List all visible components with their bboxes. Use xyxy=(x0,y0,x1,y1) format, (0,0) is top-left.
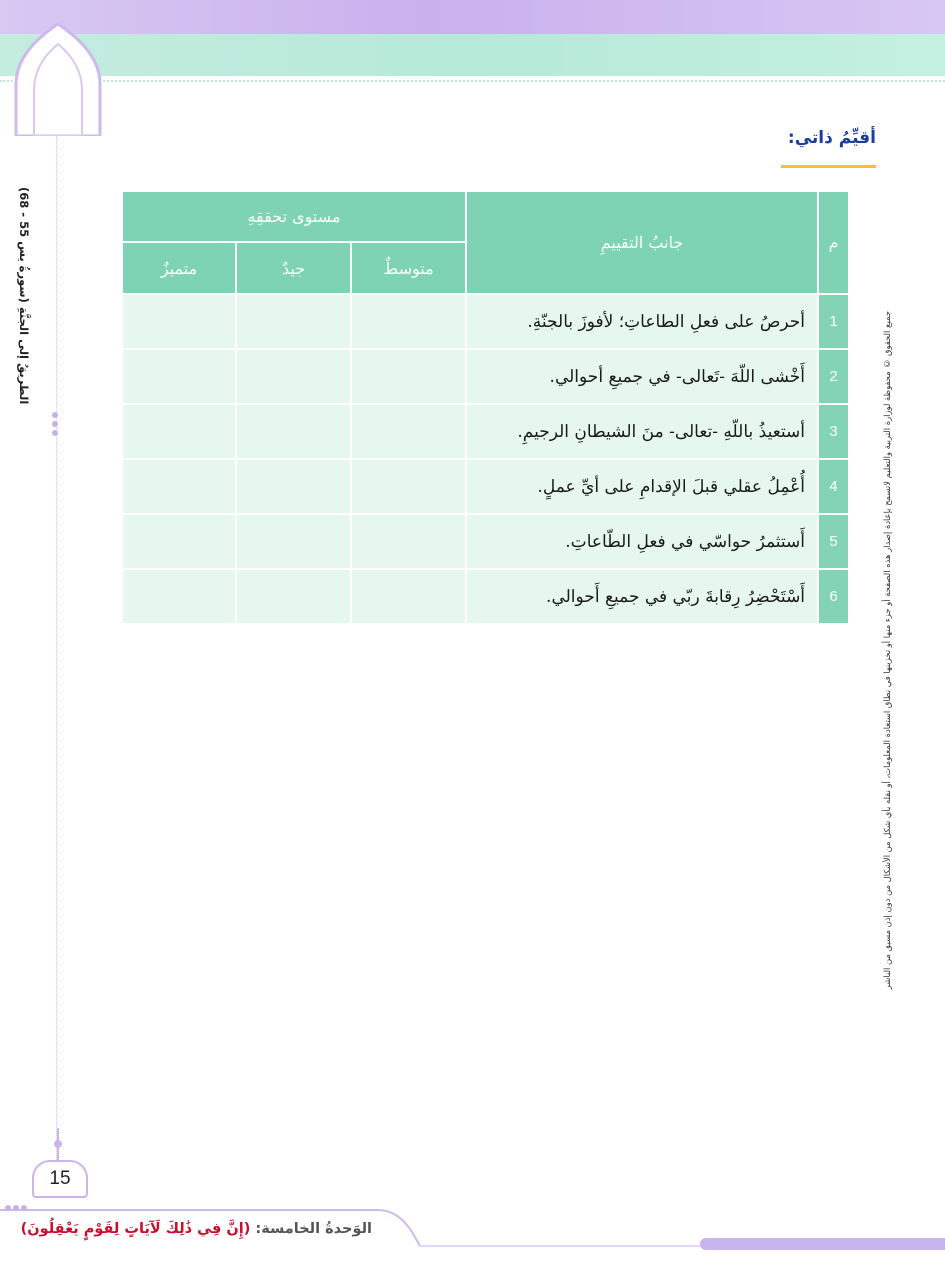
arch-ornament-icon xyxy=(8,14,108,136)
row-text: أَسْتَحْضِرُ رِقابةَ ربّي في جميعِ أَحوالي. xyxy=(466,569,818,624)
col-header-level: مستوى تحققِهِ xyxy=(122,191,466,242)
table-row xyxy=(122,349,849,404)
rating-cell-good[interactable] xyxy=(236,349,351,404)
row-number: 5 xyxy=(818,514,849,569)
rating-cell-average[interactable] xyxy=(351,294,466,349)
top-mint-band xyxy=(0,34,945,76)
level-excellent: متميزٌ xyxy=(122,242,236,294)
rating-cell-good[interactable] xyxy=(236,294,351,349)
top-dashed-divider xyxy=(0,76,945,82)
rating-cell-excellent[interactable] xyxy=(122,349,236,404)
page-number: 15 xyxy=(32,1160,88,1198)
table-row xyxy=(122,294,849,349)
row-text: أحرصُ على فعلِ الطاعاتِ؛ لأفوزَ بالجنّةِ. xyxy=(466,294,818,349)
rating-cell-average[interactable] xyxy=(351,404,466,459)
table-row xyxy=(122,459,849,514)
table-row xyxy=(122,569,849,624)
rating-cell-good[interactable] xyxy=(236,514,351,569)
row-text: أَستثمرُ حواسّي في فعلِ الطّاعاتِ. xyxy=(466,514,818,569)
heading-underline xyxy=(781,165,876,168)
side-dots xyxy=(50,412,62,448)
row-text: أُعْمِلُ عقلي قبلَ الإقدامِ على أيِّ عملٍ. xyxy=(466,459,818,514)
unit-verse: (إِنَّ فِي ذَٰلِكَ لَآيَاتٍ لِقَوْمٍ يَعْقِلُونَ) xyxy=(20,1221,251,1237)
row-text: أَخْشى اللّهَ -تَعالى- في جميعِ أحوالي. xyxy=(466,349,818,404)
rating-cell-excellent[interactable] xyxy=(122,294,236,349)
top-banner xyxy=(0,0,945,34)
unit-title xyxy=(0,1221,372,1255)
table-row xyxy=(122,514,849,569)
row-text: أستعيذُ باللّهِ -تعالى- منَ الشيطانِ الرجيمِ. xyxy=(466,404,818,459)
rating-cell-excellent[interactable] xyxy=(122,459,236,514)
rating-cell-excellent[interactable] xyxy=(122,569,236,624)
row-number: 6 xyxy=(818,569,849,624)
copyright-vertical: جميع الحقوق © محفوظة لوزارة التربية والتعليم لاتسمح بإعادة إصدار هذه الصفحة أو جزء منها أو تخزينها في نطاق استعادة المعلومات، أو نقله بأي شكل من الأشكال من دون إذن مسبق من الناشر xyxy=(882,310,892,990)
row-number: 2 xyxy=(818,349,849,404)
col-header-aspect: جانبُ التقييمِ xyxy=(466,191,818,294)
level-average: متوسطٌ xyxy=(351,242,466,294)
row-number: 4 xyxy=(818,459,849,514)
rating-cell-average[interactable] xyxy=(351,459,466,514)
left-dotted-rule xyxy=(56,136,57,1186)
section-heading: أقيِّمُ ذاتي: xyxy=(787,128,876,148)
col-header-num: م xyxy=(818,191,849,294)
rating-cell-average[interactable] xyxy=(351,514,466,569)
book-title-vertical: الطريقُ إلى الجنَّةِ (سورةُ يس 55 - 68) xyxy=(17,187,31,405)
rating-cell-good[interactable] xyxy=(236,569,351,624)
rating-cell-good[interactable] xyxy=(236,459,351,514)
rating-cell-average[interactable] xyxy=(351,569,466,624)
row-number: 3 xyxy=(818,404,849,459)
level-good: جيدٌ xyxy=(236,242,351,294)
bottom-accent-bar xyxy=(700,1238,945,1250)
rating-cell-average[interactable] xyxy=(351,349,466,404)
self-assessment-table xyxy=(121,190,850,625)
page-number-finial-icon xyxy=(50,1128,66,1162)
table-row xyxy=(122,404,849,459)
row-number: 1 xyxy=(818,294,849,349)
unit-label: الوَحدةُ الخامسة: xyxy=(255,1221,372,1237)
rating-cell-good[interactable] xyxy=(236,404,351,459)
rating-cell-excellent[interactable] xyxy=(122,514,236,569)
rating-cell-excellent[interactable] xyxy=(122,404,236,459)
